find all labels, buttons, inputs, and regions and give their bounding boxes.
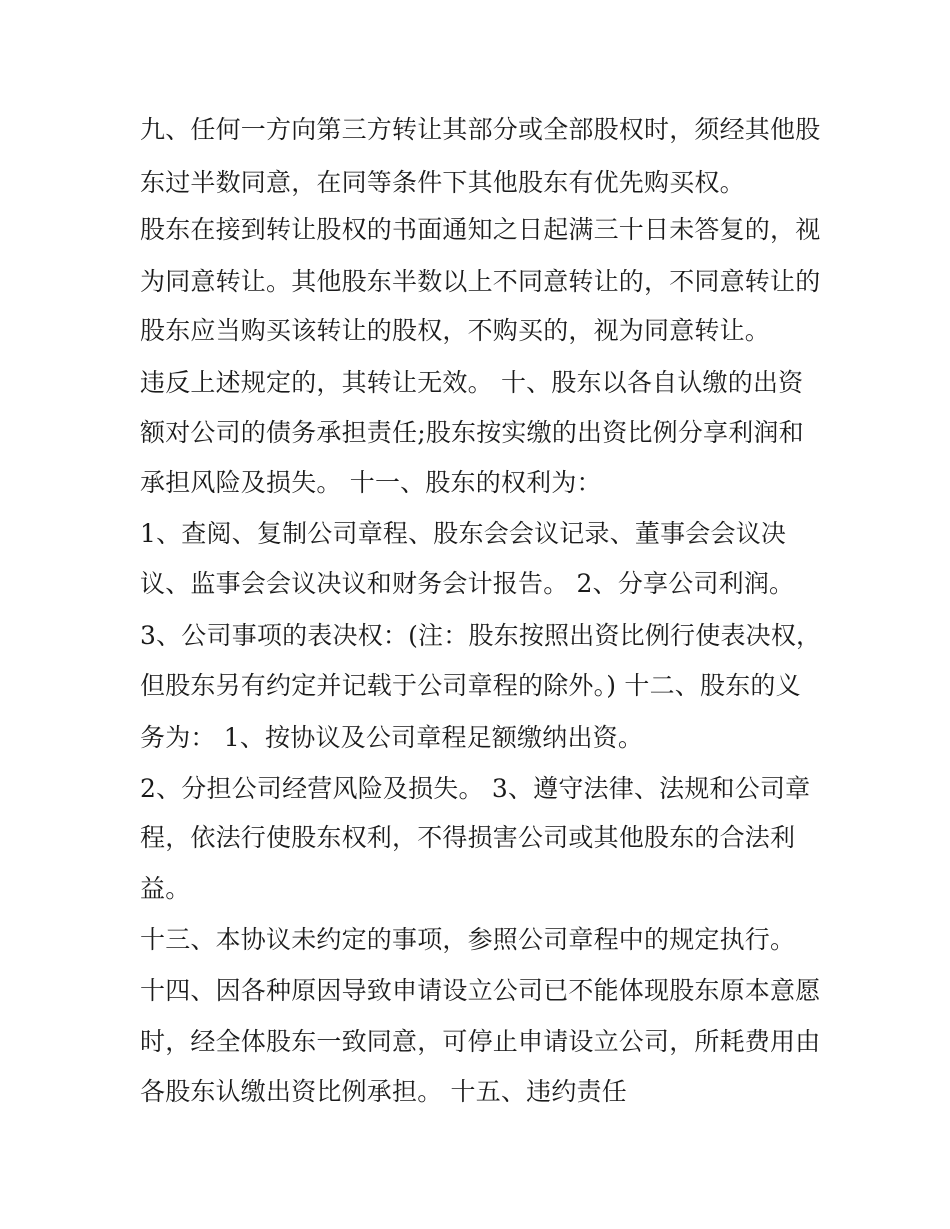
text-line: 东过半数同意，在同等条件下其他股东有优先购买权。	[140, 168, 745, 197]
text-line: 务为： 1、按协议及公司章程足额缴纳出资。	[140, 723, 644, 752]
text-line: 股东在接到转让股权的书面通知之日起满三十日未答复的，视	[140, 215, 821, 244]
text-line: 益。	[140, 874, 191, 903]
text-line: 程，依法行使股东权利，不得损害公司或其他股东的合法利	[140, 823, 796, 852]
text-line: 违反上述规定的，其转让无效。 十、股东以各自认缴的出资	[140, 368, 804, 397]
text-line: 十四、因各种原因导致申请设立公司已不能体现股东原本意愿	[140, 976, 821, 1005]
text-line: 承担风险及损失。 十一、股东的权利为：	[140, 468, 602, 497]
text-line: 各股东认缴出资比例承担。 十五、违约责任	[140, 1077, 627, 1106]
text-line: 但股东另有约定并记载于公司章程的除外。) 十二、股东的义	[140, 671, 801, 700]
text-line: 2、分担公司经营风险及损失。 3、遵守法律、法规和公司章	[140, 774, 811, 803]
text-line: 议、监事会会议决议和财务会计报告。 2、分享公司利润。	[140, 569, 795, 598]
text-line: 1、查阅、复制公司章程、股东会会议记录、董事会会议决	[140, 519, 787, 548]
text-line: 为同意转让。其他股东半数以上不同意转让的，不同意转让的	[140, 267, 821, 296]
text-line: 九、任何一方向第三方转让其部分或全部股权时，须经其他股	[140, 115, 821, 144]
text-line: 额对公司的债务承担责任;股东按实缴的出资比例分享利润和	[140, 418, 804, 447]
text-line: 股东应当购买该转让的股权，不购买的，视为同意转让。	[140, 316, 771, 345]
text-line: 3、公司事项的表决权：(注：股东按照出资比例行使表决权，	[140, 621, 822, 650]
text-line: 时，经全体股东一致同意，可停止申请设立公司，所耗费用由	[140, 1027, 821, 1056]
text-line: 十三、本协议未约定的事项，参照公司章程中的规定执行。	[140, 925, 796, 954]
